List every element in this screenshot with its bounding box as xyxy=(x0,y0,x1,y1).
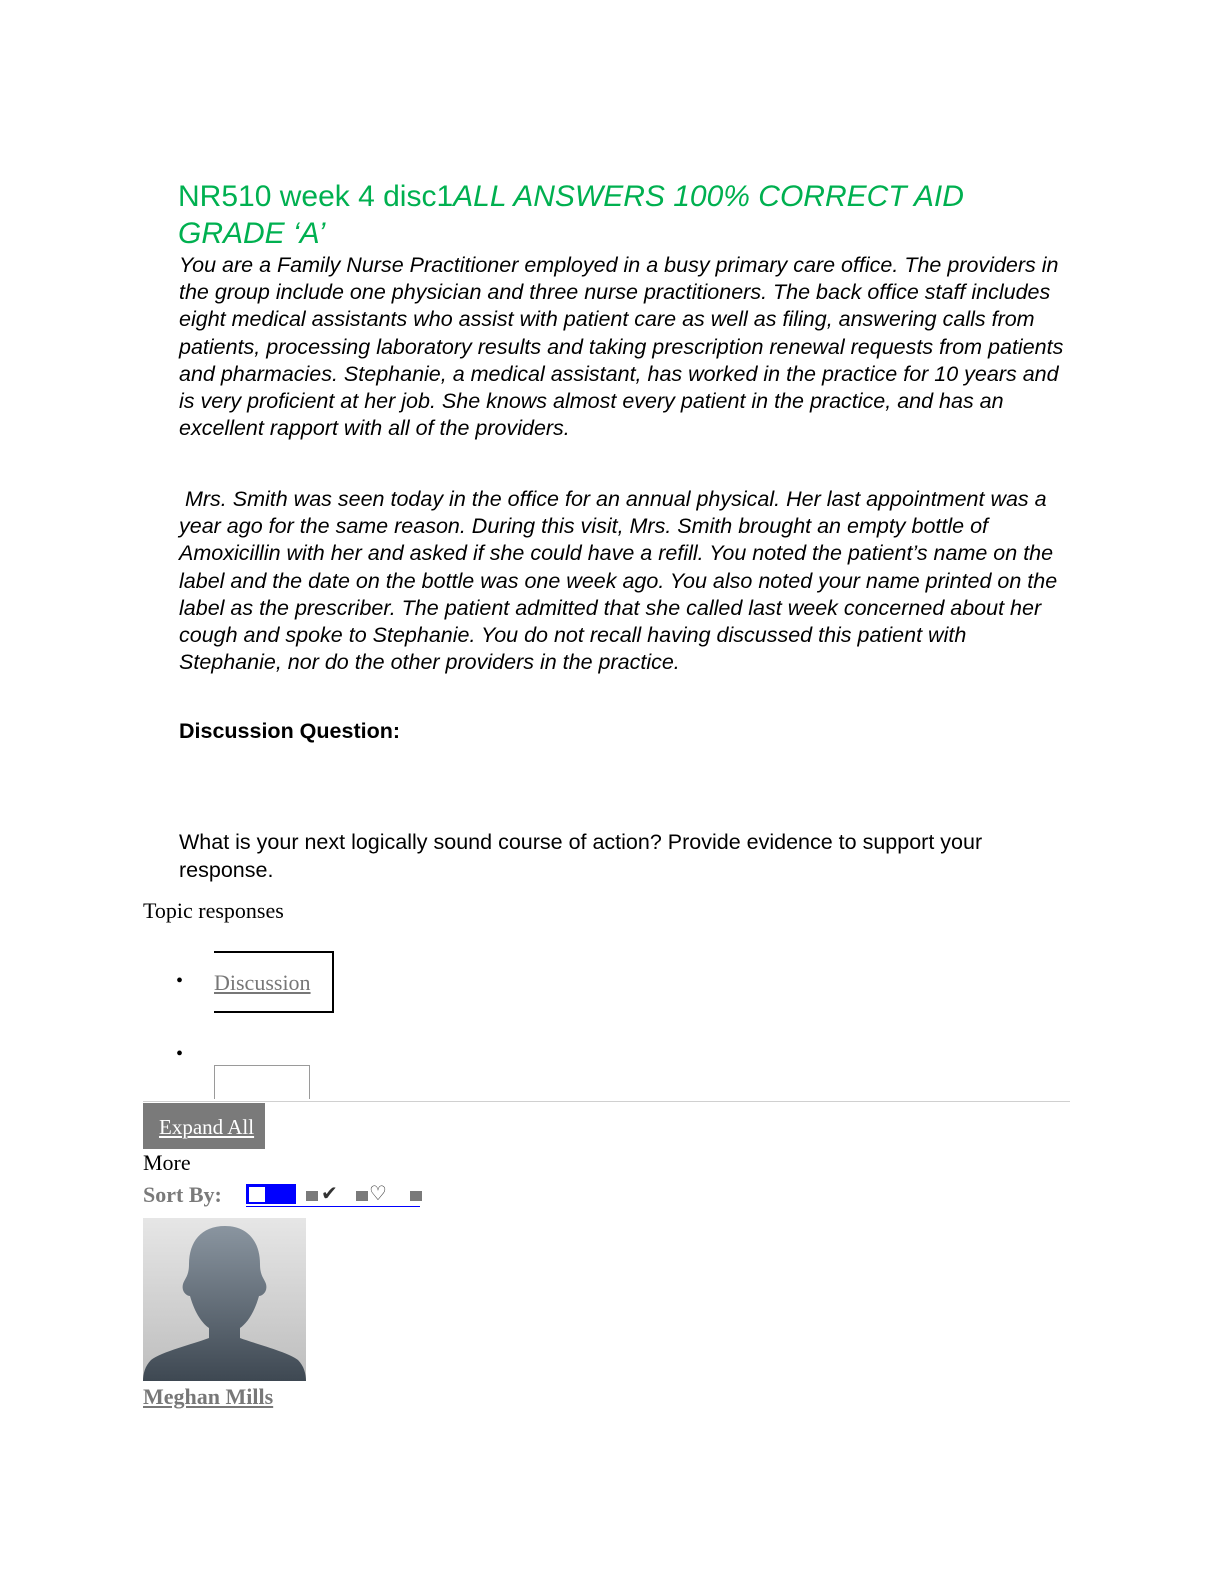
avatar xyxy=(143,1218,306,1381)
more-menu[interactable]: More xyxy=(143,1150,191,1175)
page-title xyxy=(178,178,1058,252)
discussion-question: What is your next logically sound course of action? Provide evidence to support your response. xyxy=(179,830,983,882)
author-name-link[interactable]: Meghan Mills xyxy=(143,1384,274,1409)
empty-tab[interactable] xyxy=(214,1065,310,1099)
sort-option-marker xyxy=(356,1191,368,1201)
divider xyxy=(143,1101,1070,1102)
discussion-heading: Discussion Question: xyxy=(179,719,401,743)
expand-all-label: Expand All xyxy=(159,1115,255,1139)
heart-icon[interactable]: ♡ xyxy=(369,1183,387,1205)
sort-selected-option[interactable] xyxy=(246,1184,296,1204)
user-silhouette-icon xyxy=(143,1218,306,1381)
scenario-paragraph-1: You are a Family Nurse Practitioner employed in a busy primary care office. The providers in the group include one physician and three nurse practitioners. The back office staff includes eight medical assistants who assist with patient care as well as filing, answering calls from patients, processing laboratory results and taking prescription renewal requests from patients and pharmacies. Stephanie, a medical assistant, has worked in the practice for 10 years and is very proficient at her job. She knows almost every patient in the practice, and has an excellent rapport with all of the providers. xyxy=(179,253,1064,441)
topic-responses-label: Topic responses xyxy=(143,898,284,923)
expand-all-button[interactable] xyxy=(143,1103,265,1149)
title-prefix: NR510 week 4 disc1 xyxy=(178,180,454,214)
title-italic: ALL ANSWERS 100% CORRECT AID GRADE ‘A’ xyxy=(178,180,964,251)
checkmark-icon[interactable]: ✔ xyxy=(321,1183,338,1205)
list-bullet: • xyxy=(176,1043,184,1065)
tab-discussion[interactable]: Discussion xyxy=(214,970,311,995)
scenario-paragraph-2: Mrs. Smith was seen today in the office for an annual physical. Her last appointment was a year ago for the same reason. During this visit, Mrs. Smith brought an empty bottle of Amoxicillin with her and asked if she could have a refill. You noted the patient’s name on the label and the date on the bottle was one week ago. You also noted your name printed on the label as the prescriber. The patient admitted that she called last week concerned about her cough and spoke to Stephanie. You do not recall having discussed this patient with Stephanie, nor do the other providers in the practice. xyxy=(179,487,1064,675)
sort-by-control[interactable] xyxy=(246,1184,420,1207)
sort-checkbox xyxy=(249,1187,265,1202)
sort-option-marker xyxy=(410,1191,422,1201)
list-bullet: • xyxy=(176,970,184,992)
sort-option-marker xyxy=(306,1191,318,1201)
sort-by-label: Sort By: xyxy=(143,1182,222,1207)
